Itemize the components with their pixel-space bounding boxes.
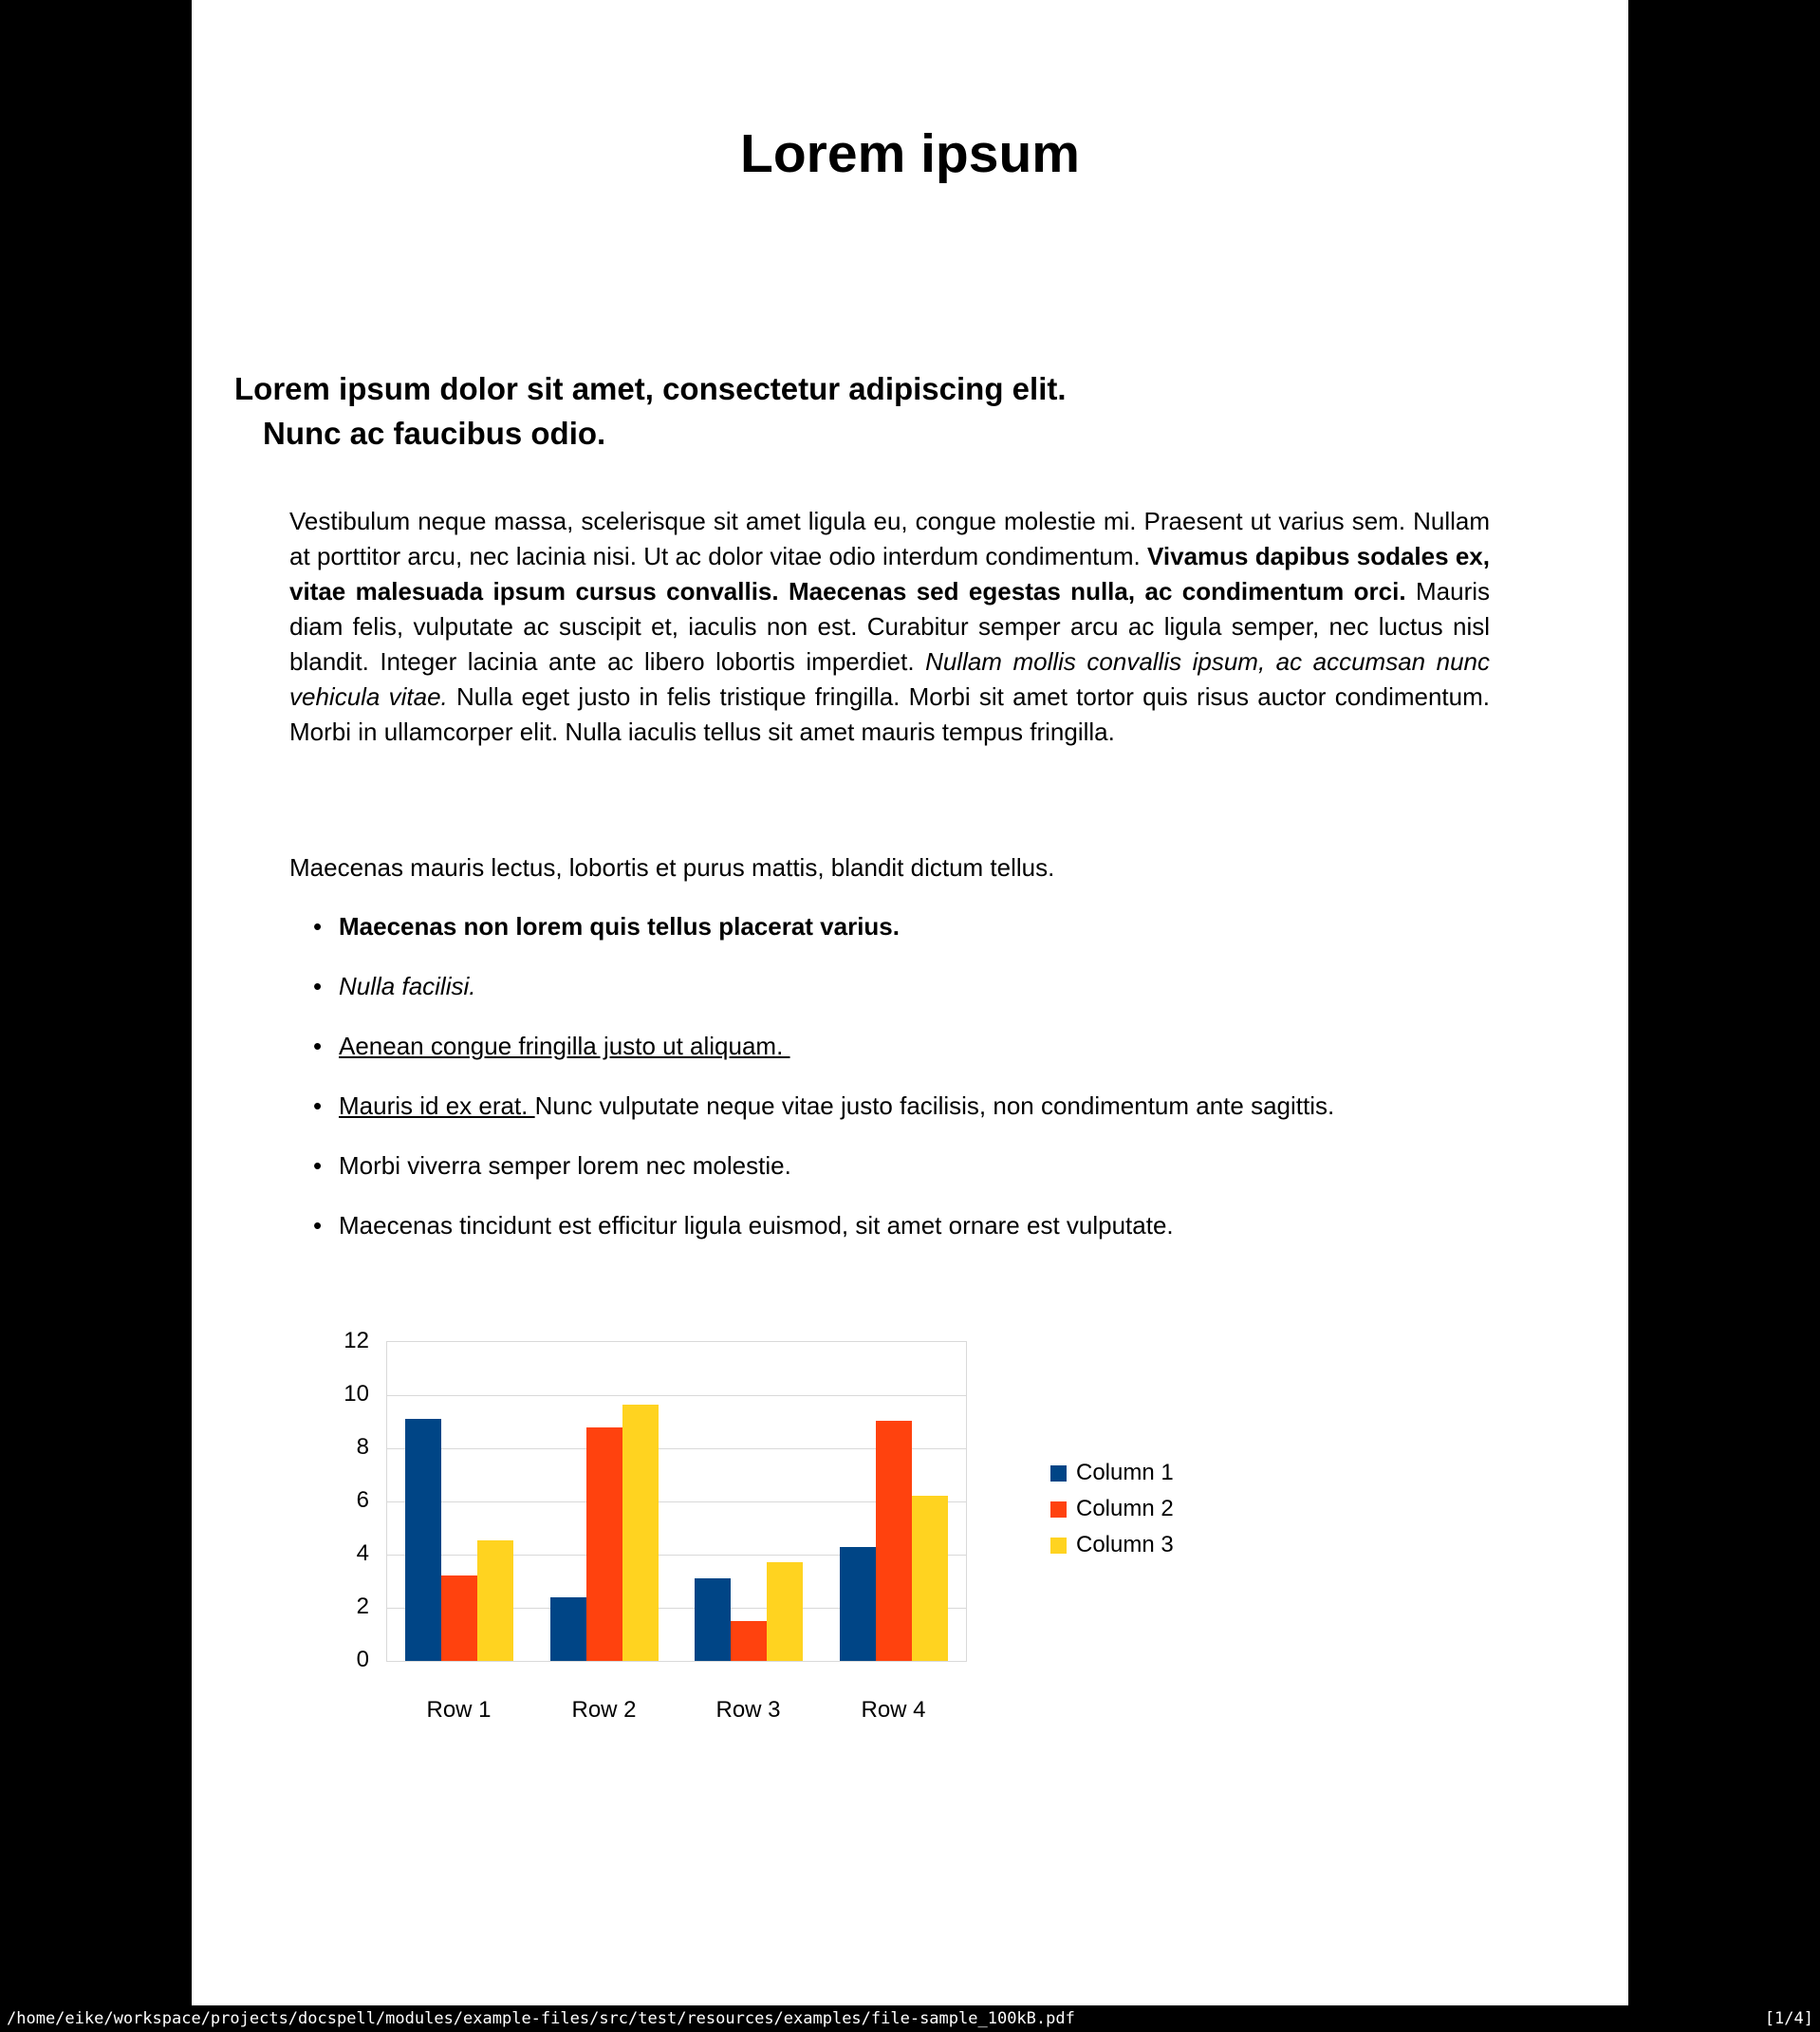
bar-chart xyxy=(320,1324,1278,1732)
list-item-2-italic-run: Nulla facilisi. xyxy=(339,972,476,1000)
y-tick-label: 12 xyxy=(344,1328,369,1353)
legend-swatch-icon xyxy=(1050,1501,1067,1518)
bar-row3-column1 xyxy=(695,1578,731,1661)
legend-swatch-icon xyxy=(1050,1465,1067,1482)
paragraph1-italic-run: Nullam mollis convallis ipsum, ac accumsan nunc vehicula vitae. xyxy=(289,647,1490,711)
section-heading-line2: Nunc ac faucibus odio. xyxy=(263,416,606,451)
status-page-indicator: [1/4] xyxy=(1764,2009,1813,2028)
list-item-1-bold-run: Maecenas non lorem quis tellus placerat varius. xyxy=(339,912,900,941)
chart-legend xyxy=(1050,1459,1174,1567)
bar-row3-column2 xyxy=(731,1621,767,1661)
list-item-3-underline-run: Aenean congue fringilla justo ut aliquam. xyxy=(339,1032,790,1060)
paragraph1-normal-run: Vestibulum neque massa, scelerisque sit amet ligula eu, congue molestie mi. Praesent ut varius sem. Nullam at porttitor arcu, nec lacinia nisi. Ut ac dolor vitae odio interdum condimentum. xyxy=(289,507,1490,570)
legend-label: Column 2 xyxy=(1076,1496,1174,1521)
paragraph1-normal-run: Mauris diam felis, vulputate ac suscipit et, iaculis non est. Curabitur semper arcu ac ligula semper, nec luctus nisl blandit. Integer lacinia ante ac libero lobortis imperdiet. xyxy=(289,577,1490,676)
bar-row1-column3 xyxy=(477,1540,513,1661)
y-tick-label: 10 xyxy=(344,1381,369,1407)
x-category-label: Row 2 xyxy=(571,1697,637,1723)
list-item xyxy=(339,969,1411,1004)
y-tick-label: 4 xyxy=(356,1540,369,1566)
list-item xyxy=(339,1208,1411,1243)
status-file-path: /home/eike/workspace/projects/docspell/modules/example-files/src/test/resources/examples/file-sample_100kB.pdf xyxy=(7,2009,1075,2028)
bullet-list xyxy=(339,909,1411,1268)
bar-row2-column2 xyxy=(586,1427,622,1661)
x-category-label: Row 1 xyxy=(426,1697,492,1723)
section-heading xyxy=(234,366,1373,456)
y-tick-label: 2 xyxy=(356,1594,369,1619)
bar-row2-column3 xyxy=(622,1405,659,1661)
legend-item xyxy=(1050,1495,1174,1523)
paragraph1-normal-run: Nulla eget justo in felis tristique fringilla. Morbi sit amet tortor quis risus auctor condimentum. Morbi in ullamcorper elit. Nulla iaculis tellus sit amet mauris tempus fringilla. xyxy=(289,682,1491,746)
paragraph1-bold-run: Vivamus dapibus sodales ex, vitae malesuada ipsum cursus convallis. Maecenas sed egestas nulla, ac condimentum orci. xyxy=(289,542,1490,606)
bar-row4-column3 xyxy=(912,1496,948,1661)
y-tick-label: 0 xyxy=(356,1647,369,1672)
document-title: Lorem ipsum xyxy=(740,123,1080,184)
body-paragraph-1 xyxy=(289,504,1490,750)
status-bar xyxy=(0,2005,1820,2032)
bar-row1-column2 xyxy=(441,1575,477,1661)
y-tick-label: 8 xyxy=(356,1434,369,1460)
y-tick-label: 6 xyxy=(356,1487,369,1513)
list-item-5-normal-run: Morbi viverra semper lorem nec molestie. xyxy=(339,1151,791,1180)
legend-swatch-icon xyxy=(1050,1538,1067,1554)
grid-line xyxy=(387,1395,966,1396)
bar-row4-column2 xyxy=(876,1421,912,1661)
body-paragraph-2: Maecenas mauris lectus, lobortis et purus mattis, blandit dictum tellus. xyxy=(289,853,1055,882)
legend-label: Column 1 xyxy=(1076,1460,1174,1485)
chart-plot-area xyxy=(386,1341,967,1662)
x-category-label: Row 3 xyxy=(715,1697,781,1723)
legend-item xyxy=(1050,1459,1174,1487)
list-item-4-underline-run: Mauris id ex erat. xyxy=(339,1091,535,1120)
list-item xyxy=(339,1148,1411,1184)
pdf-page[interactable] xyxy=(192,0,1628,2005)
list-item xyxy=(339,909,1411,944)
x-category-label: Row 4 xyxy=(861,1697,926,1723)
list-item xyxy=(339,1089,1411,1124)
bar-row2-column1 xyxy=(550,1597,586,1661)
section-heading-line1: Lorem ipsum dolor sit amet, consectetur adipiscing elit. xyxy=(234,371,1067,406)
legend-item xyxy=(1050,1531,1174,1559)
list-item xyxy=(339,1029,1411,1064)
list-item-4-normal-run: Nunc vulputate neque vitae justo facilisis, non condimentum ante sagittis. xyxy=(534,1091,1335,1120)
legend-label: Column 3 xyxy=(1076,1532,1174,1557)
bar-row4-column1 xyxy=(840,1547,876,1661)
list-item-6-normal-run: Maecenas tincidunt est efficitur ligula euismod, sit amet ornare est vulputate. xyxy=(339,1211,1174,1240)
bar-row1-column1 xyxy=(405,1419,441,1661)
bar-row3-column3 xyxy=(767,1562,803,1661)
